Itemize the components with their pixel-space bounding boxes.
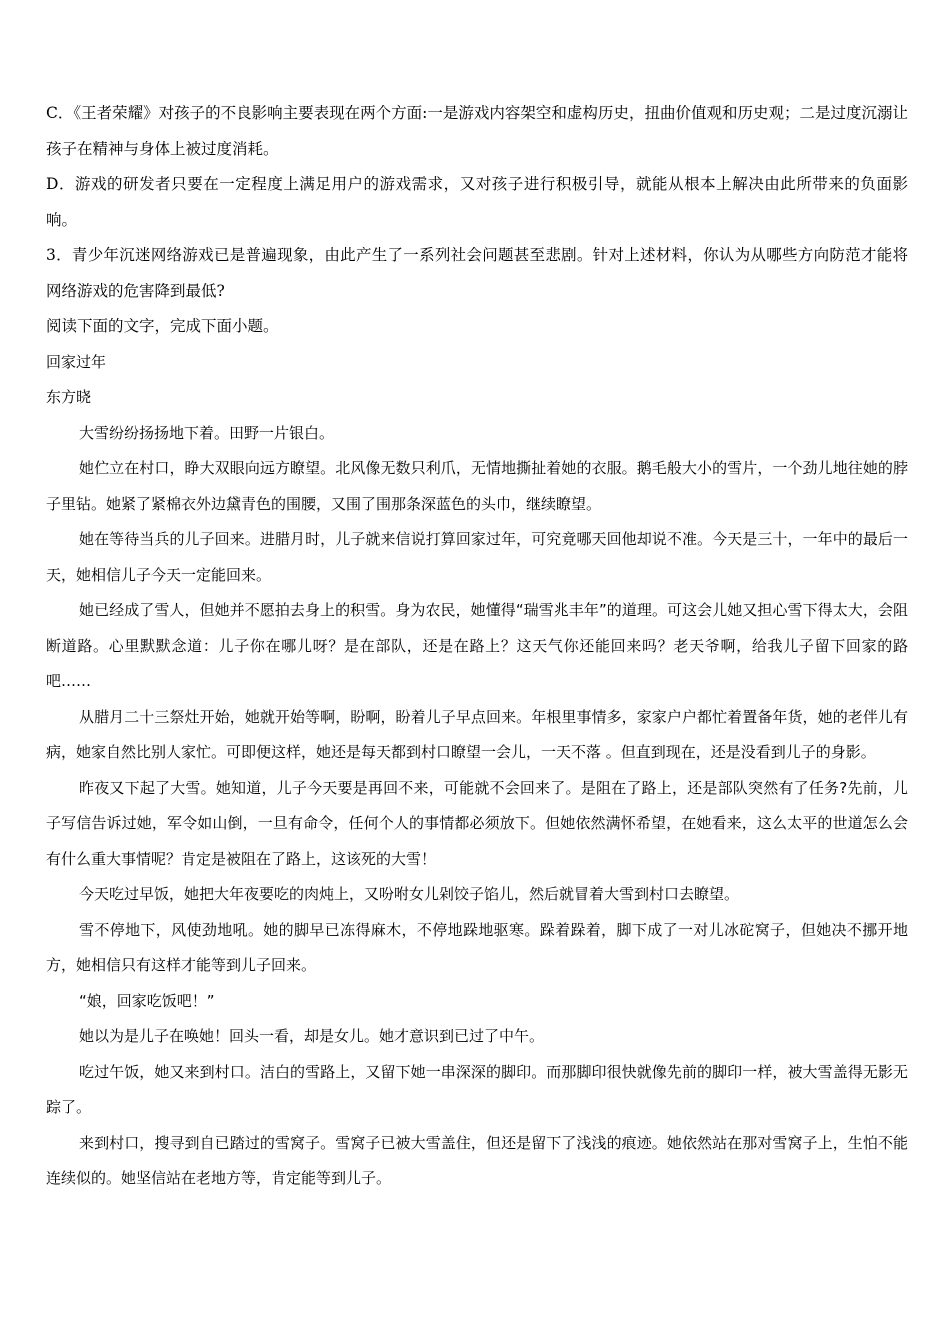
document-page (46, 96, 908, 1197)
story-paragraph-11: 吃过午饭，她又来到村口。洁白的雪路上，又留下她一串深深的脚印。而那脚印很快就像先前的脚印一样，被大雪盖得无影无踪了。 (46, 1062, 908, 1116)
story-paragraph-10: 她以为是儿子在唤她！回头一看，却是女儿。她才意识到已过了中午。 (79, 1027, 545, 1045)
story-paragraph-3: 她在等待当兵的儿子回来。进腊月时，儿子就来信说打算回家过年，可究竟哪天回他却说不准。今天是三十，一年中的最后一天，她相信儿子今天一定能回来。 (46, 530, 908, 584)
story-paragraph-2: 她伫立在村口，睁大双眼向远方瞭望。北风像无数只利爪，无情地撕扯着她的衣服。鹅毛般大小的雪片，一个劲儿地往她的脖子里钻。她紧了紧棉衣外边黛青色的围腰，又围了围那条深蓝色的头巾，继续瞭望。 (46, 459, 908, 513)
story-author: 东方晓 (46, 388, 92, 406)
story-paragraph-1: 大雪纷纷扬扬地下着。田野一片银白。 (79, 423, 335, 442)
story-paragraph-5: 从腊月二十三祭灶开始，她就开始等啊，盼啊，盼着儿子早点回来。年根里事情多，家家户户都忙着置备年货，她的老伴儿有病，她家自然比别人家忙。可即便这样，她还是每天都到村口瞭望一会儿，一天不落 。但直到现在，还是没看到儿子的身影。 (46, 707, 908, 761)
story-paragraph-9: “娘，回家吃饭吧！” (79, 991, 215, 1010)
story-title: 回家过年 (46, 352, 107, 371)
story-paragraph-12: 来到村口，搜寻到自已踏过的雪窝子。雪窝子已被大雪盖住，但还是留下了浅浅的痕迹。她依然站在那对雪窝子上，生怕不能连续似的。她坚信站在老地方等，肯定能等到儿子。 (46, 1133, 908, 1187)
reading-instruction: 阅读下面的文字，完成下面小题。 (46, 317, 279, 335)
option-c-text: C．《王者荣耀》对孩子的不良影响主要表现在两个方面:一是游戏内容架空和虚构历史，扭曲价值观和历史观；二是过度沉溺让孩子在精神与身体上被过度消耗。 (46, 104, 908, 158)
story-paragraph-7: 今天吃过早饭，她把大年夜要吃的肉炖上，又吩咐女儿剁饺子馅儿，然后就冒着大雪到村口去瞭望。 (79, 885, 740, 903)
option-d-text: D．游戏的研发者只要在一定程度上满足用户的游戏需求，又对孩子进行积极引导，就能从根本上解决由此所带来的负面影响。 (46, 175, 908, 229)
story-paragraph-8: 雪不停地下，风使劲地吼。她的脚早已冻得麻木，不停地跺地驱寒。跺着跺着，脚下成了一对儿冰砣窝子，但她决不挪开地方，她相信只有这样才能等到儿子回来。 (46, 920, 908, 974)
story-paragraph-6: 昨夜又下起了大雪。她知道，儿子今天要是再回不来，可能就不会回来了。是阻在了路上，还是部队突然有了任务?先前，儿子写信告诉过她，军令如山倒，一旦有命令，任何个人的事情都必须放下。但她依然满怀希望，在她看来，这么太平的世道怎么会有什么重大事情呢？肯定是被阻在了路上，这该死的大雪！ (46, 778, 908, 868)
question-3-text: 3．青少年沉迷网络游戏已是普遍现象，由此产生了一系列社会问题甚至悲剧。针对上述材料，你认为从哪些方向防范才能将网络游戏的危害降到最低? (46, 246, 908, 300)
story-paragraph-4: 她已经成了雪人，但她并不愿拍去身上的积雪。身为农民，她懂得“瑞雪兆丰年”的道理。可这会儿她又担心雪下得太大，会阻断道路。心里默默念道：儿子你在哪儿呀？是在部队，还是在路上？这天气你还能回来吗？老天爷啊，给我儿子留下回家的路吧…… (46, 601, 908, 690)
